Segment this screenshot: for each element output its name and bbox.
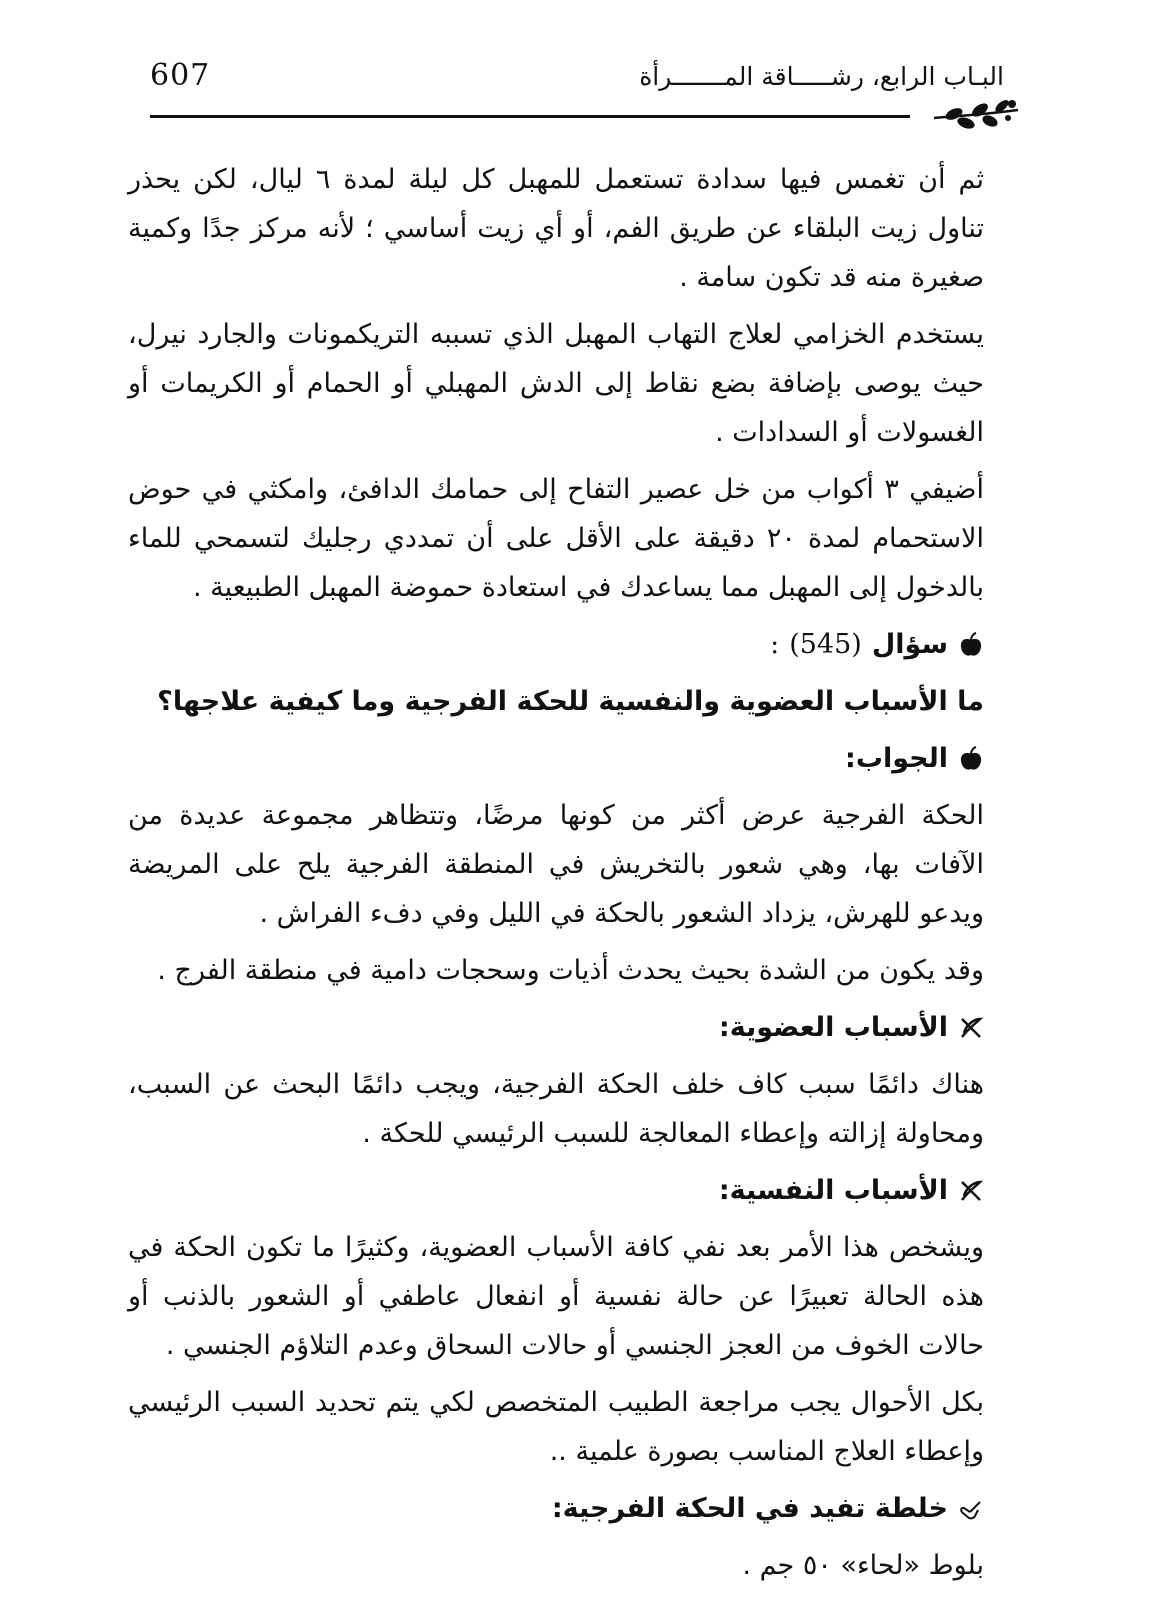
psychological-causes-title: الأسباب النفسية:	[718, 1175, 948, 1206]
leaf-scribble-icon	[958, 1015, 984, 1041]
question-text: ما الأسباب العضوية والنفسية للحكة الفرجية وما كيفية علاجها؟	[157, 686, 984, 717]
mixture-title: خلطة تفيد في الحكة الفرجية:	[551, 1493, 948, 1524]
psychological-causes-heading	[128, 1166, 1014, 1215]
question-label: سؤال	[871, 629, 948, 660]
answer-heading	[128, 734, 1014, 783]
question-colon: :	[770, 629, 780, 660]
answer-label: الجواب:	[845, 743, 948, 774]
running-title: البـاب الرابع، رشـــــاقة المـــــــرأة	[639, 62, 1004, 91]
paragraph-4: الحكة الفرجية عرض أكثر من كونها مرضًا، وتتظاهر مجموعة عديدة من الآفات بها، وهي شعور بالتخريش في المنطقة الفرجية يلح على المريضة ويدعو للهرش، يزداد الشعور بالحكة في الليل وفي دفء الفراش .	[128, 800, 984, 929]
apple-icon	[958, 746, 984, 772]
paragraph-9: بلوط «لحاء» ٥٠ جم .	[742, 1550, 984, 1581]
organic-causes-title: الأسباب العضوية:	[718, 1012, 948, 1043]
question-heading	[128, 620, 1014, 669]
paragraph-8: بكل الأحوال يجب مراجعة الطبيب المتخصص لكي يتم تحديد السبب الرئيسي وإعطاء العلاج المناسب بصورة علمية ..	[128, 1387, 984, 1467]
leaf-scribble-icon	[958, 1178, 984, 1204]
mixture-heading	[128, 1484, 1014, 1533]
apple-icon	[958, 632, 984, 658]
page-number: 607	[150, 58, 211, 93]
paragraph-3: أضيفي ٣ أكواب من خل عصير التفاح إلى حمامك الدافئ، وامكثي في حوض الاستحمام لمدة ٢٠ دقيقة على الأقل على أن تمددي رجليك لتسمحي للماء بالدخول إلى المهبل مما يساعدك في استعادة حموضة المهبل الطبيعية .	[128, 474, 984, 603]
organic-causes-heading	[128, 1003, 1014, 1052]
paragraph-5: وقد يكون من الشدة بحيث يحدث أذيات وسحجات دامية في منطقة الفرج .	[157, 955, 984, 986]
hand-pointer-icon	[958, 1496, 984, 1522]
question-number: (545)	[789, 629, 862, 660]
paragraph-6: هناك دائمًا سبب كاف خلف الحكة الفرجية، ويجب دائمًا البحث عن السبب، ومحاولة إزالته وإعطاء المعالجة للسبب الرئيسي للحكة .	[128, 1069, 984, 1149]
paragraph-7: ويشخص هذا الأمر بعد نفي كافة الأسباب العضوية، وكثيرًا ما تكون الحكة في هذه الحالة تعبيرًا عن حالة نفسية أو انفعال عاطفي أو الشعور بالذنب أو حالات الخوف من العجز الجنسي أو حالات السحاق وعدم التلاؤم الجنسي .	[128, 1232, 984, 1361]
paragraph-1: ثم أن تغمس فيها سدادة تستعمل للمهبل كل ليلة لمدة ٦ ليال، لكن يحذر تناول زيت البلقاء عن طريق الفم، أو أي زيت أساسي ؛ لأنه مركز جدًا وكمية صغيرة منه قد تكون سامة .	[128, 164, 985, 293]
article-body	[128, 155, 1014, 1598]
floral-ornament-icon	[932, 96, 1020, 134]
header-rule	[150, 115, 910, 118]
paragraph-2: يستخدم الخزامي لعلاج التهاب المهبل الذي تسببه التريكمونات والجارد نيرل، حيث يوصى بإضافة بضع نقاط إلى الدش المهبلي أو الحمام أو الكريمات أو الغسولات أو السدادات .	[128, 319, 984, 448]
